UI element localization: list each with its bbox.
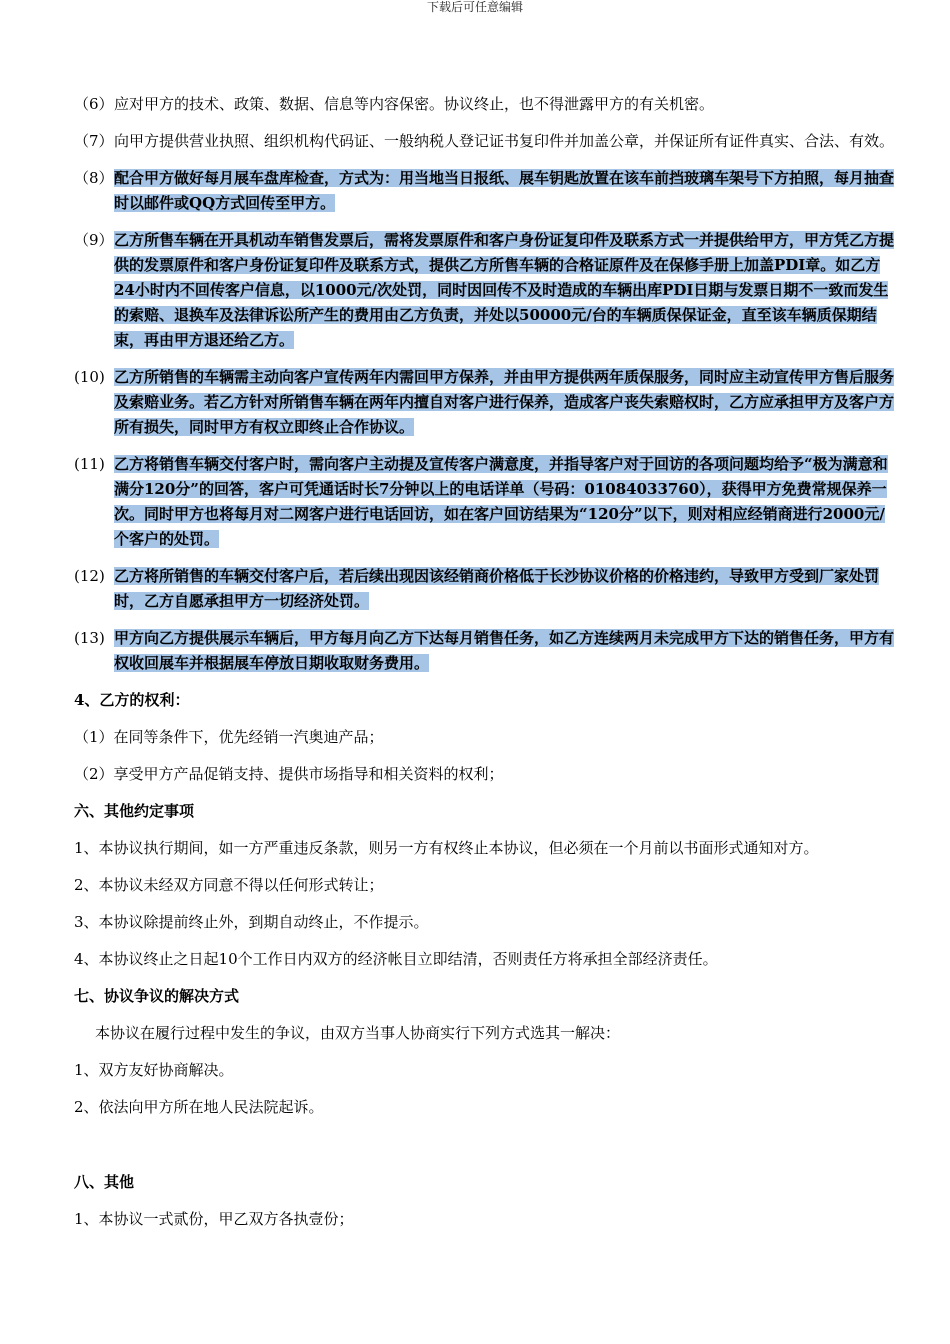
clause-text-highlighted[interactable]: 乙方所售车辆在开具机动车销售发票后，需将发票原件和客户身份证复印件及联系方式一并提供给甲方，甲方凭乙方提供的发票原件和客户身份证复印件及联系方式，提供乙方所售车辆的合格证原件及在保修手册上加盖PDI章。如乙方24小时内不回传客户信息，以1000元/次处罚，同时因回传不及时造成的车辆出库PDI日期与发票日期不一致而发生的索赔、退换车及法律诉讼所产生的费用由乙方负责，并处以50000元/台的车辆质保保证金，直至该车辆质保期结束，再由甲方退还给乙方。 — [114, 231, 895, 349]
clause-6 — [74, 92, 894, 117]
section-6-line: 2、本协议未经双方同意不得以任何形式转让； — [74, 876, 384, 894]
clause-9 — [74, 228, 894, 353]
section-4-heading: 4、乙方的权利： — [74, 691, 190, 709]
section-6-line: 3、本协议除提前终止外，到期自动终止，不作提示。 — [74, 913, 429, 931]
clause-number: (13) — [74, 629, 105, 647]
section-7-line: 2、依法向甲方所在地人民法院起诉。 — [74, 1098, 324, 1116]
section-6-line: 4、本协议终止之日起10个工作日内双方的经济帐目立即结清，否则责任方将承担全部经济责任。 — [74, 950, 718, 968]
section-7-heading: 七、协议争议的解决方式 — [74, 987, 240, 1005]
clause-11 — [74, 452, 894, 552]
clause-number: (11) — [74, 455, 105, 473]
clause-text-highlighted[interactable]: 配合甲方做好每月展车盘库检查，方式为：用当地当日报纸、展车钥匙放置在该车前挡玻璃车架号下方拍照，每月抽查时以邮件或QQ方式回传至甲方。 — [114, 169, 895, 212]
clause-text: 向甲方提供营业执照、组织机构代码证、一般纳税人登记证书复印件并加盖公章，并保证所有证件真实、合法、有效。 — [114, 132, 895, 150]
section-6-heading: 六、其他约定事项 — [74, 802, 195, 820]
clause-text-highlighted[interactable]: 乙方将所销售的车辆交付客户后，若后续出现因该经销商价格低于长沙协议价格的价格违约，导致甲方受到厂家处罚时，乙方自愿承担甲方一切经济处罚。 — [114, 567, 880, 610]
clause-8 — [74, 166, 894, 216]
clause-7 — [74, 129, 894, 154]
section-4-line: （1）在同等条件下，优先经销一汽奥迪产品； — [74, 728, 384, 746]
section-8-line: 1、本协议一式贰份，甲乙双方各执壹份； — [74, 1210, 354, 1228]
document-body — [74, 92, 894, 1244]
clause-number: （6） — [74, 95, 114, 113]
section-6-line: 1、本协议执行期间，如一方严重违反条款，则另一方有权终止本协议，但必须在一个月前以书面形式通知对方。 — [74, 839, 819, 857]
clause-text-highlighted[interactable]: 乙方将销售车辆交付客户时，需向客户主动提及宣传客户满意度，并指导客户对于回访的各项问题均给予“极为满意和满分120分”的回答，客户可凭通话时长7分钟以上的电话详单（号码：01084033760），获得甲方免费常规保养一次。同时甲方也将每月对二网客户进行电话回访，如在客户回访结果为“120分”以下，则对相应经销商进行2000元/个客户的处罚。 — [114, 455, 888, 548]
section-4-line: （2）享受甲方产品促销支持、提供市场指导和相关资料的权利； — [74, 765, 504, 783]
clause-text-highlighted[interactable]: 乙方所销售的车辆需主动向客户宣传两年内需回甲方保养，并由甲方提供两年质保服务，同时应主动宣传甲方售后服务及索赔业务。若乙方针对所销售车辆在两年内擅自对客户进行保养，造成客户丧失索赔权时，乙方应承担甲方及客户方所有损失，同时甲方有权立即终止合作协议。 — [114, 368, 895, 436]
clause-number: (12) — [74, 567, 105, 585]
header-note: 下载后可任意编辑 — [426, 0, 523, 14]
clause-13 — [74, 626, 894, 676]
clause-text: 应对甲方的技术、政策、数据、信息等内容保密。协议终止，也不得泄露甲方的有关机密。 — [114, 95, 715, 113]
spacer — [74, 1132, 894, 1170]
section-8-heading: 八、其他 — [74, 1173, 135, 1191]
clause-10 — [74, 365, 894, 440]
clause-number: （8） — [74, 169, 114, 187]
section-7-line: 1、双方友好协商解决。 — [74, 1061, 234, 1079]
clause-number: （9） — [74, 231, 114, 249]
clause-number: （7） — [74, 132, 114, 150]
clause-12 — [74, 564, 894, 614]
section-7-intro: 本协议在履行过程中发生的争议，由双方当事人协商实行下列方式选其一解决： — [95, 1024, 621, 1042]
clause-number: (10) — [74, 368, 105, 386]
clause-text-highlighted[interactable]: 甲方向乙方提供展示车辆后，甲方每月向乙方下达每月销售任务，如乙方连续两月未完成甲方下达的销售任务，甲方有权收回展车并根据展车停放日期收取财务费用。 — [114, 629, 895, 672]
